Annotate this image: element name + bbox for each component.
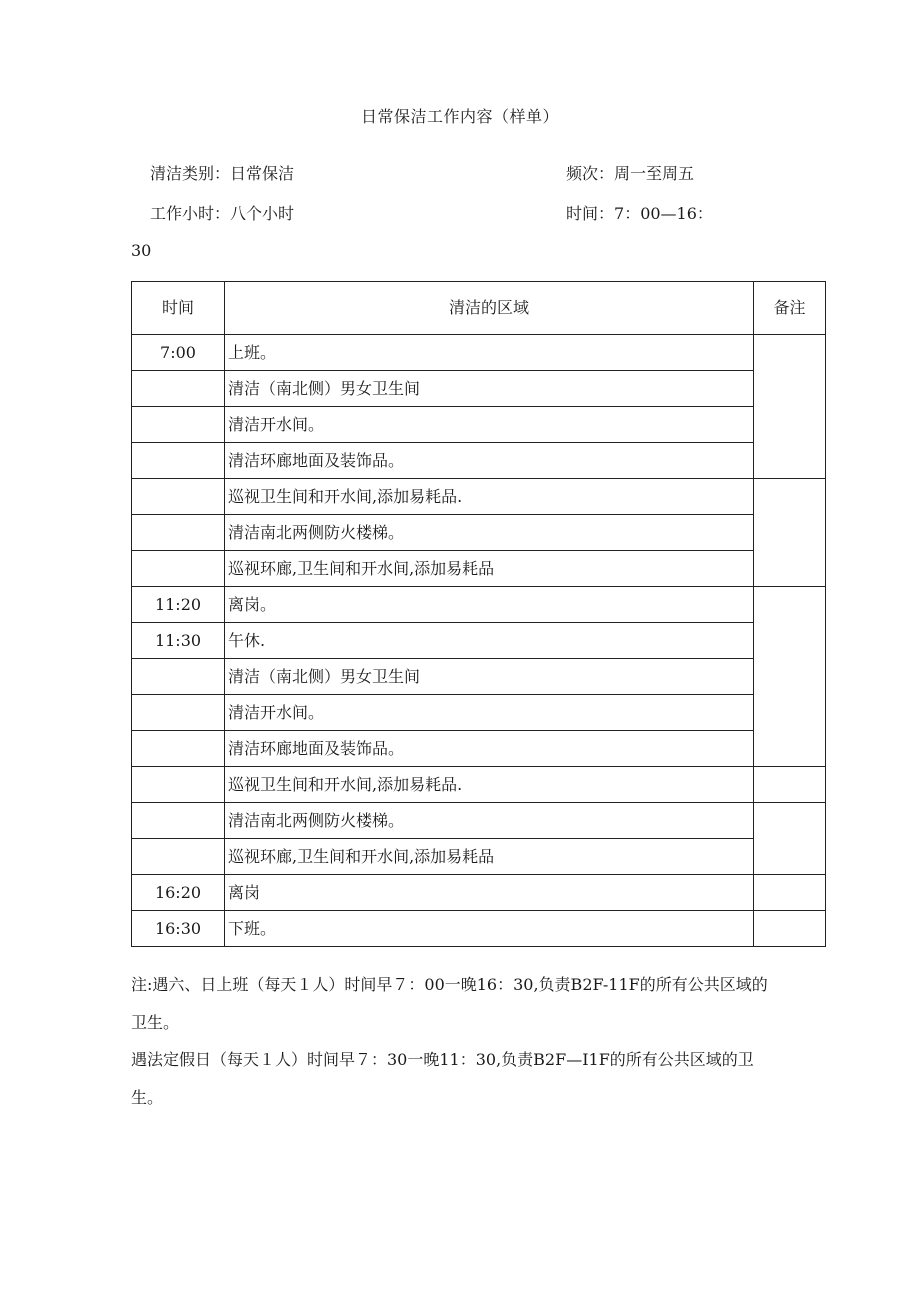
row-note [754, 335, 826, 479]
table-row [132, 443, 826, 479]
row-time [132, 551, 225, 587]
row-time [132, 839, 225, 875]
row-area: 清洁南北两侧防火楼梯。 [225, 515, 754, 551]
row-time [132, 515, 225, 551]
row-time: 11:30 [132, 623, 225, 659]
frequency-value: 周一至周五 [614, 164, 695, 183]
work-hours-label: 工作小时： [150, 204, 231, 223]
document-title: 日常保洁工作内容（样单） [360, 107, 559, 126]
work-time-value: 7：00—16： [614, 204, 713, 223]
table-row [132, 731, 826, 767]
work-hours [150, 201, 294, 224]
frequency [566, 161, 694, 184]
cleaning-category-value: 日常保洁 [230, 164, 295, 183]
row-area: 清洁环廊地面及装饰品。 [225, 731, 754, 767]
row-area: 清洁南北两侧防火楼梯。 [225, 803, 754, 839]
table-row [132, 407, 826, 443]
row-area: 离岗 [225, 875, 754, 911]
row-time [132, 371, 225, 407]
table-row [132, 515, 826, 551]
row-area: 清洁开水间。 [225, 407, 754, 443]
note-line-1: 注:遇六、日上班（每天１人）时间早７：00一晚16：30,负责B2F-11F的所有公共区域的 [131, 975, 768, 994]
row-time: 11:20 [132, 587, 225, 623]
note-line-2: 卫生。 [131, 1013, 180, 1032]
row-area: 午休. [225, 623, 754, 659]
row-note [754, 911, 826, 947]
row-note [754, 479, 826, 587]
table-row [132, 767, 826, 803]
row-note [754, 767, 826, 803]
table-row [132, 371, 826, 407]
row-time [132, 731, 225, 767]
row-area: 下班。 [225, 911, 754, 947]
row-note [754, 587, 826, 767]
row-area: 巡视卫生间和开水间,添加易耗品. [225, 479, 754, 515]
note-line-4: 生。 [131, 1088, 164, 1107]
row-area: 离岗。 [225, 587, 754, 623]
row-time [132, 443, 225, 479]
table-row [132, 587, 826, 623]
row-area: 清洁（南北侧）男女卫生间 [225, 371, 754, 407]
row-time [132, 803, 225, 839]
row-area: 清洁开水间。 [225, 695, 754, 731]
row-area: 清洁（南北侧）男女卫生间 [225, 659, 754, 695]
header-note: 备注 [754, 282, 826, 335]
table-row [132, 803, 826, 839]
table-header-row [132, 282, 826, 335]
table-row [132, 479, 826, 515]
frequency-label: 频次： [566, 164, 615, 183]
header-time: 时间 [132, 282, 225, 335]
row-note [754, 803, 826, 875]
row-time [132, 767, 225, 803]
work-time-label: 时间： [566, 204, 615, 223]
row-area: 巡视环廊,卫生间和开水间,添加易耗品 [225, 551, 754, 587]
row-time [132, 479, 225, 515]
table-row [132, 659, 826, 695]
row-time: 7:00 [132, 335, 225, 371]
table-row [132, 695, 826, 731]
row-note [754, 875, 826, 911]
table-row [132, 551, 826, 587]
schedule-body [132, 335, 826, 947]
cleaning-category [150, 161, 294, 184]
work-hours-value: 八个小时 [230, 204, 295, 223]
table-row [132, 623, 826, 659]
header-area: 清洁的区域 [225, 282, 754, 335]
table-row [132, 911, 826, 947]
row-time [132, 407, 225, 443]
work-time [566, 201, 713, 224]
row-area: 巡视卫生间和开水间,添加易耗品. [225, 767, 754, 803]
cleaning-category-label: 清洁类别： [150, 164, 231, 183]
work-time-overflow: 30 [131, 241, 152, 260]
row-area: 上班。 [225, 335, 754, 371]
table-row [132, 335, 826, 371]
row-area: 巡视环廊,卫生间和开水间,添加易耗品 [225, 839, 754, 875]
row-time: 16:20 [132, 875, 225, 911]
table-row [132, 839, 826, 875]
row-time [132, 659, 225, 695]
row-time: 16:30 [132, 911, 225, 947]
schedule-table [131, 281, 826, 947]
row-area: 清洁环廊地面及装饰品。 [225, 443, 754, 479]
table-row [132, 875, 826, 911]
note-line-3: 遇法定假日（每天１人）时间早７：30一晚11：30,负责B2F—I1F的所有公共区域的卫 [131, 1050, 754, 1069]
row-time [132, 695, 225, 731]
